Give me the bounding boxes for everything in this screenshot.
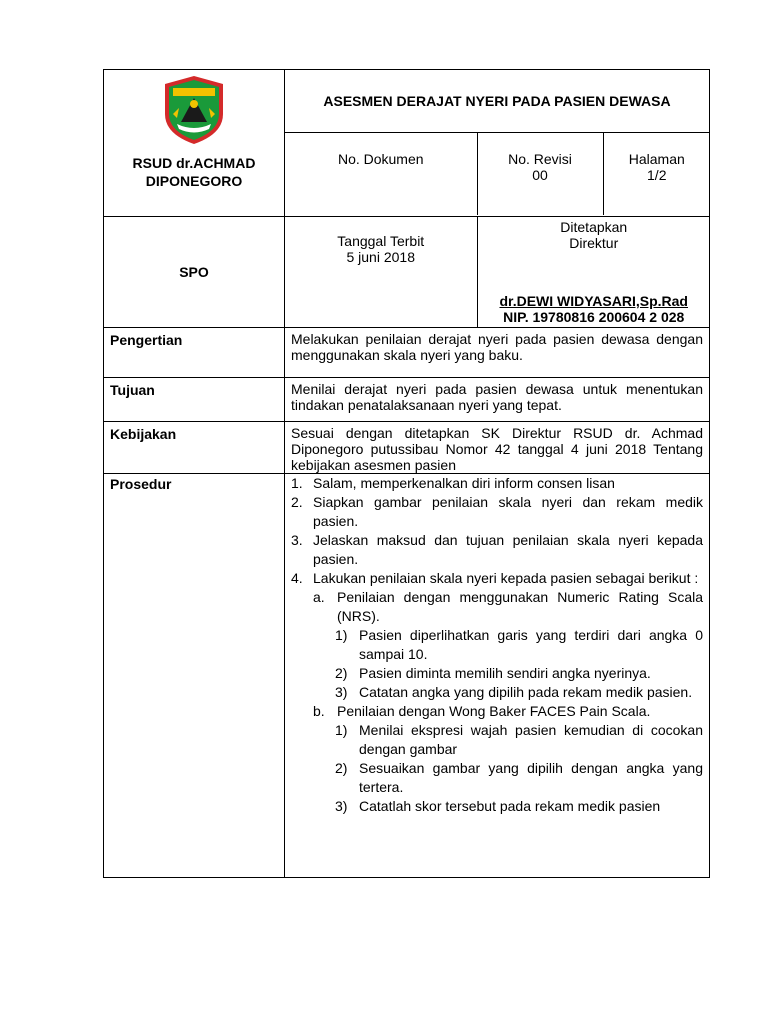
prosedur-content	[285, 474, 710, 878]
list-item: 2) Sesuaikan gambar yang dipilih dengan angka yang tertera.	[335, 760, 703, 795]
direktur-name: dr.DEWI WIDYASARI,Sp.Rad	[499, 293, 688, 309]
list-item: 1) Menilai ekspresi wajah pasien kemudian di cocokan dengan gambar	[335, 722, 703, 757]
no-dokumen: No. Dokumen	[285, 133, 477, 215]
list-item: 3) Catatan angka yang dipilih pada rekam medik pasien.	[335, 684, 693, 700]
prosedur-label: Prosedur	[104, 474, 285, 878]
document-info-row	[285, 133, 710, 217]
list-item: b. Penilaian dengan Wong Baker FACES Pain Scala.	[313, 703, 651, 719]
regency-emblem-logo	[161, 74, 227, 146]
spo-document	[103, 69, 709, 878]
ditetapkan-direktur: Ditetapkan Direktur dr.DEWI WIDYASARI,Sp.Rad NIP. 19780816 200604 2 028	[477, 217, 710, 327]
pengertian-text: Melakukan penilaian derajat nyeri pada pasien dewasa dengan menggunakan skala nyeri yang baku.	[285, 328, 710, 378]
tujuan-text: Menilai derajat nyeri pada pasien dewasa untuk menentukan tindakan penatalaksanaan nyeri yang tepat.	[285, 378, 710, 422]
spo-label: SPO	[104, 217, 285, 328]
kebijakan-text: Sesuai dengan ditetapkan SK Direktur RSUD dr. Achmad Diponegoro putussibau Nomor 42 tanggal 4 juni 2018 Tentang kebijakan asesmen pasien	[285, 422, 710, 474]
list-item: 2. Siapkan gambar penilaian skala nyeri dan rekam medik pasien.	[291, 494, 703, 529]
list-item: 4. Lakukan penilaian skala nyeri kepada pasien sebagai berikut :	[291, 570, 699, 586]
direktur-nip: NIP. 19780816 200604 2 028	[503, 309, 685, 325]
hospital-name: RSUD dr.ACHMAD DIPONEGORO	[132, 155, 256, 189]
tujuan-label: Tujuan	[104, 378, 285, 422]
tanggal-terbit: Tanggal Terbit 5 juni 2018	[285, 217, 477, 327]
list-item: 2) Pasien diminta memilih sendiri angka nyerinya.	[335, 665, 651, 681]
list-item: 1. Salam, memperkenalkan diri inform consen lisan	[291, 475, 615, 491]
document-title: ASESMEN DERAJAT NYERI PADA PASIEN DEWASA	[285, 70, 710, 133]
list-item: a. Penilaian dengan menggunakan Numeric Rating Scala (NRS).	[313, 589, 703, 624]
kebijakan-label: Kebijakan	[104, 422, 285, 474]
pengertian-label: Pengertian	[104, 328, 285, 378]
spo-table	[103, 69, 710, 878]
list-item: 1) Pasien diperlihatkan garis yang terdiri dari angka 0 sampai 10.	[335, 627, 703, 662]
prosedur-steps	[291, 474, 703, 816]
list-item: 3) Catatlah skor tersebut pada rekam medik pasien	[335, 798, 661, 814]
no-revisi: No. Revisi 00	[477, 133, 603, 215]
direktur-signature-block	[478, 293, 711, 325]
hospital-cell	[104, 70, 285, 217]
list-item: 3. Jelaskan maksud dan tujuan penilaian skala nyeri kepada pasien.	[291, 532, 703, 567]
halaman: Halaman 1/2	[628, 151, 685, 184]
